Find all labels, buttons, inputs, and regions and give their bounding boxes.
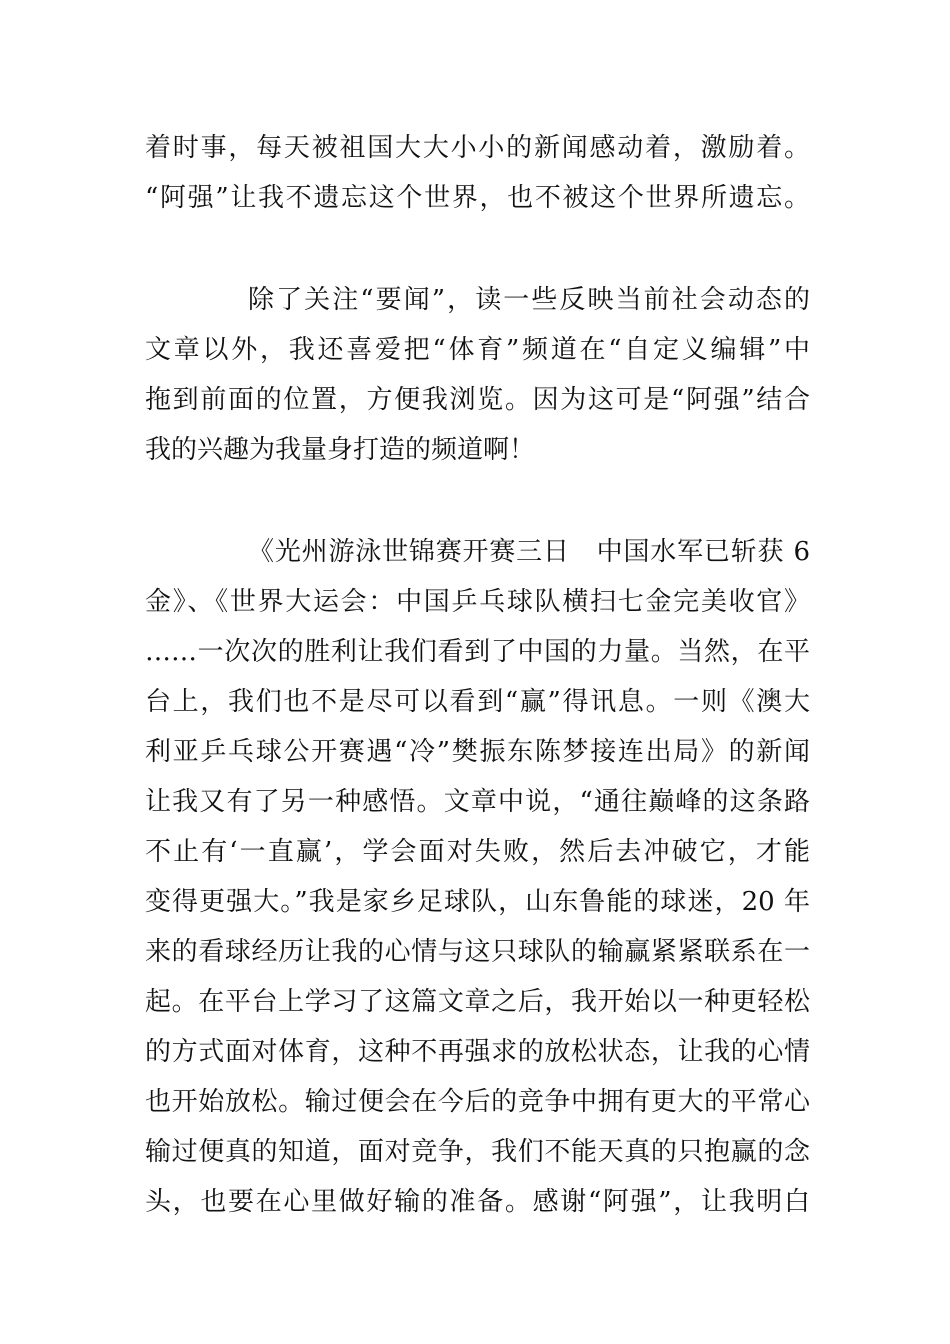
text-line-6: 我的兴趣为我量身打造的频道啊！ [145,435,536,465]
text-line-1: 着时事，每天被祖国大大小小的新闻感动着，激励着。 [145,133,810,163]
text-line-18: 也开始放松。输过便会在今后的竞争中拥有更大的平常心 [145,1087,810,1117]
text-line-10: 台上，我们也不是尽可以看到“赢”得讯息。一则《澳大 [145,687,810,717]
text-line-19: 输过便真的知道，面对竞争，我们不能天真的只抱赢的念 [145,1137,810,1167]
text-line-3: 除了关注“要闻”，读一些反映当前社会动态的 [248,285,810,315]
text-line-15: 来的看球经历让我的心情与这只球队的输赢紧紧联系在一 [145,937,810,967]
text-line-13: 不止有‘一直赢’，学会面对失败，然后去冲破它，才能 [145,837,810,867]
text-line-8: 金》、《世界大运会：中国乒乓球队横扫七金完美收官》 [145,587,810,617]
text-line-5: 拖到前面的位置，方便我浏览。因为这可是“阿强”结合 [145,385,810,415]
text-line-9: ……一次次的胜利让我们看到了中国的力量。当然，在平 [145,637,810,667]
text-line-12: 让我又有了另一种感悟。文章中说，“通往巅峰的这条路 [145,787,810,817]
text-line-20: 头，也要在心里做好输的准备。感谢“阿强”，让我明白 [145,1187,810,1217]
text-line-17: 的方式面对体育，这种不再强求的放松状态，让我的心情 [145,1037,810,1067]
text-line-11: 利亚乒乓球公开赛遇“冷”樊振东陈梦接连出局》的新闻 [145,737,810,767]
text-line-2: “阿强”让我不遗忘这个世界，也不被这个世界所遗忘。 [145,183,810,213]
text-line-16: 起。在平台上学习了这篇文章之后，我开始以一种更轻松 [145,987,810,1017]
text-line-7: 《光州游泳世锦赛开赛三日 中国水军已斩获 6 [248,537,810,567]
text-line-14: 变得更强大。”我是家乡足球队，山东鲁能的球迷，20 年 [145,887,810,917]
text-line-4: 文章以外，我还喜爱把“体育”频道在“自定义编辑”中 [145,335,810,365]
